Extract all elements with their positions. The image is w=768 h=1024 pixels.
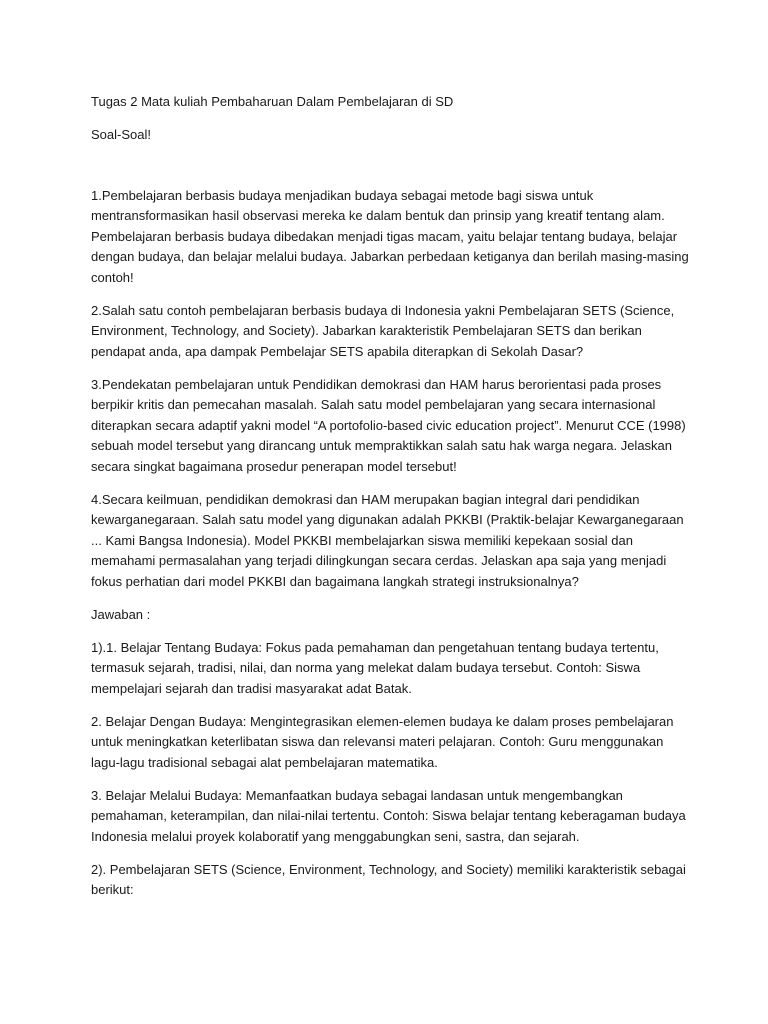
answer-1-2: 2. Belajar Dengan Budaya: Mengintegrasikan elemen-elemen budaya ke dalam proses pembelajaran untuk meningkatkan keterlibatan siswa dan relevansi materi pelajaran. Contoh: Guru menggunakan lagu-lagu tradisional sebagai alat pembelajaran matematika. (91, 713, 674, 770)
question-1: 1.Pembelajaran berbasis budaya menjadikan budaya sebagai metode bagi siswa untuk mentransformasikan hasil observasi mereka ke dalam bentuk dan prinsip yang kreatif tentang alam. Pembelajaran berbasis budaya dibedakan menjadi tigas macam, yaitu belajar tentang budaya, belajar dengan budaya, dan belajar melalui budaya. Jabarkan perbedaan ketiganya dan berilah masing-masing contoh! (91, 187, 689, 285)
question-4: 4.Secara keilmuan, pendidikan demokrasi dan HAM merupakan bagian integral dari pendidikan kewarganegaraan. Salah satu model yang digunakan adalah PKKBI (Praktik-belajar Kewarganegaraan ... Kami Bangsa Indonesia). Model PKKBI membelajarkan siswa memiliki kepekaan sosial dan memahami permasalahan yang terjadi dilingkungan secara cerdas. Jelaskan apa saja yang menjadi fokus perhatian dari model PKKBI dan bagaimana langkah strategi instruksionalnya? (91, 491, 684, 589)
answer-1-1: 1).1. Belajar Tentang Budaya: Fokus pada pemahaman dan pengetahuan tentang budaya tertentu, termasuk sejarah, tradisi, nilai, dan norma yang melekat dalam budaya tersebut. Contoh: Siswa mempelajari sejarah dan tradisi masyarakat adat Batak. (91, 639, 659, 696)
document-title: Tugas 2 Mata kuliah Pembaharuan Dalam Pembelajaran di SD (91, 94, 454, 109)
document-body (91, 92, 691, 901)
questions-heading: Soal-Soal! (91, 127, 151, 142)
answers-heading: Jawaban : (91, 606, 151, 622)
answer-2: 2). Pembelajaran SETS (Science, Environment, Technology, and Society) memiliki karakteristik sebagai berikut: (91, 861, 686, 897)
question-3: 3.Pendekatan pembelajaran untuk Pendidikan demokrasi dan HAM harus berorientasi pada proses berpikir kritis dan pemecahan masalah. Salah satu model pembelajaran yang secara internasional diterapkan secara adaptif yakni model “A portofolio-based civic education project”. Menurut CCE (1998) sebuah model tersebut yang dirancang untuk mempraktikkan salah satu hak warga negara. Jelaskan secara singkat bagaimana prosedur penerapan model tersebut! (91, 376, 686, 474)
question-2: 2.Salah satu contoh pembelajaran berbasis budaya di Indonesia yakni Pembelajaran SETS (Science, Environment, Technology, and Society). Jabarkan karakteristik Pembelajaran SETS dan berikan pendapat anda, apa dampak Pembelajar SETS apabila diterapkan di Sekolah Dasar? (91, 302, 675, 359)
answer-1-3: 3. Belajar Melalui Budaya: Memanfaatkan budaya sebagai landasan untuk mengembangkan pemahaman, keterampilan, dan nilai-nilai tertentu. Contoh: Siswa belajar tentang keberagaman budaya Indonesia melalui proyek kolaboratif yang menggabungkan seni, sastra, dan sejarah. (91, 787, 686, 844)
